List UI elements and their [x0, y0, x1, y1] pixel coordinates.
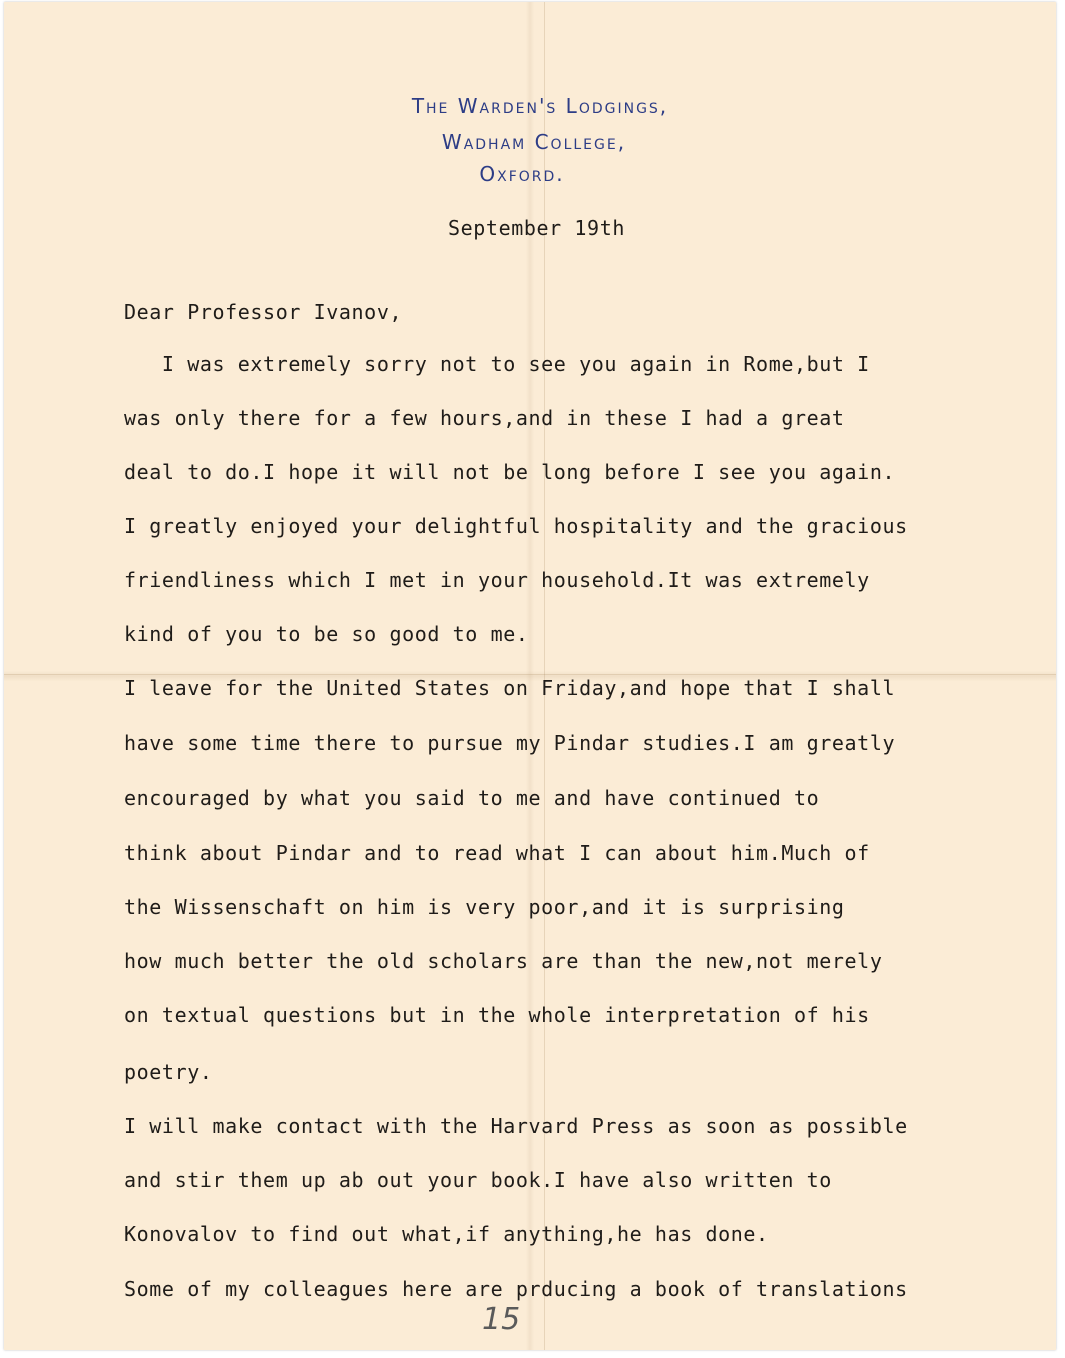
body-line: poetry. [124, 1060, 213, 1084]
letterhead-line-3: Oxford. [479, 162, 565, 186]
body-line: I greatly enjoyed your delightful hospitality and the gracious [124, 514, 908, 538]
body-line: I was extremely sorry not to see you again in Rome,but I [124, 352, 870, 376]
body-line: friendliness which I met in your household.It was extremely [124, 568, 870, 592]
body-line: on textual questions but in the whole interpretation of his [124, 1003, 870, 1027]
handwritten-page-number: 15 [482, 1302, 521, 1337]
body-line: think about Pindar and to read what I can about him.Much of [124, 841, 870, 865]
body-line: have some time there to pursue my Pindar studies.I am greatly [124, 731, 896, 755]
body-line: was only there for a few hours,and in these I had a great [124, 406, 845, 430]
body-line: I will make contact with the Harvard Press as soon as possible [124, 1114, 908, 1138]
body-line: encouraged by what you said to me and have continued to [124, 786, 820, 810]
body-line: kind of you to be so good to me. [124, 622, 529, 646]
letter-date: September 19th [448, 216, 625, 240]
horizontal-fold-line [4, 674, 1056, 675]
letterhead-line-2: Wadham College, [441, 130, 627, 154]
body-line: I leave for the United States on Friday,and hope that I shall [124, 676, 896, 700]
body-line: and stir them up ab out your book.I have also written to [124, 1168, 832, 1192]
body-line: the Wissenschaft on him is very poor,and it is surprising [124, 895, 845, 919]
body-line: deal to do.I hope it will not be long before I see you again. [124, 460, 896, 484]
body-line: Some of my colleagues here are prducing a book of translations [124, 1277, 908, 1301]
body-line: Konovalov to find out what,if anything,he has done. [124, 1222, 769, 1246]
letterhead-line-1: The Warden's Lodgings, [411, 94, 669, 118]
letter-page [4, 2, 1056, 1350]
body-line: how much better the old scholars are than the new,not merely [124, 949, 883, 973]
salutation: Dear Professor Ivanov, [124, 300, 403, 324]
